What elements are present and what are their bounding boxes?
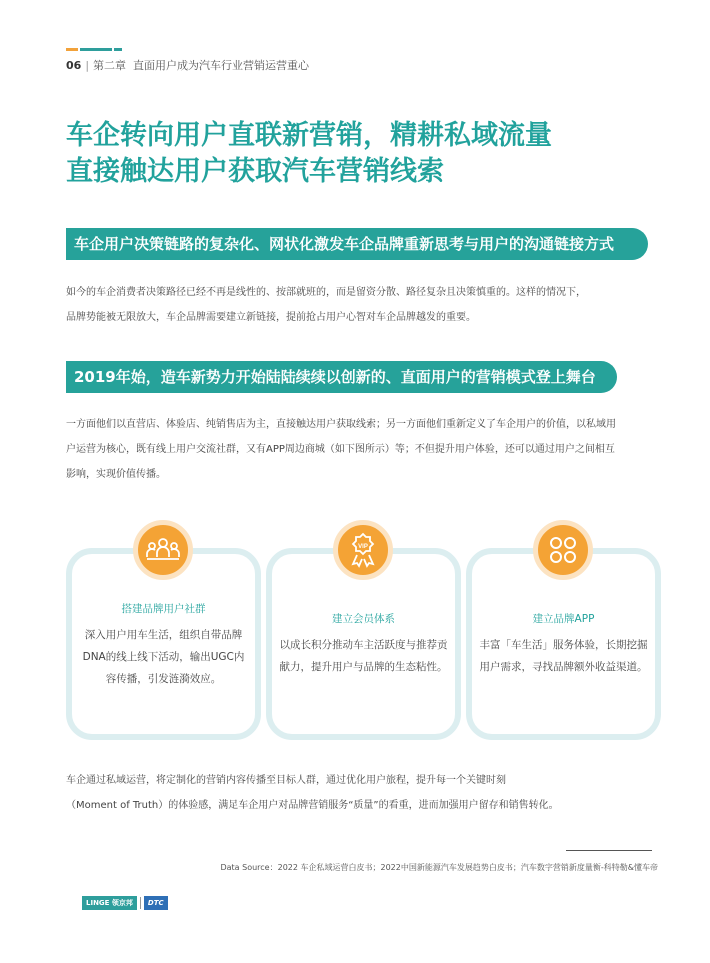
card-text-line: 用户需求，寻找品牌额外收益渠道。 (479, 661, 648, 673)
page-title (66, 118, 552, 190)
page-title-line-1: 车企转向用户直联新营销，精耕私域流量 (66, 120, 552, 151)
card-title: 搭建品牌用户社群 (121, 603, 206, 615)
source-divider (566, 850, 652, 851)
page-title-line-2: 直接触达用户获取汽车营销线索 (66, 156, 444, 187)
section1-heading: 车企用户决策链路的复杂化、网状化激发车企品牌重新思考与用户的沟通链接方式 (66, 228, 648, 260)
paragraph-line: 影响，实现价值传播。 (66, 469, 166, 480)
chapter-label: 第二章 (93, 59, 127, 72)
paragraph-line: 一方面他们以直营店、体验店、纯销售店为主，直接触达用户获取线索；另一方面他们重新定义了车企用户的价值，以私域用 (66, 419, 616, 430)
card-text-line: 容传播，引发涟漪效应。 (105, 673, 222, 685)
card-text-line: 丰富「车生活」服务体验，长期挖掘 (479, 639, 648, 651)
community-people-icon (133, 520, 193, 580)
data-source: Data Source：2022 车企私域运营白皮书；2022中国新能源汽车发展趋势白皮书；汽车数字营销新度量衡-科特勒&懂车帝 (220, 863, 658, 872)
card-text-line: DNA的线上线下活动，输出UGC内 (82, 651, 245, 663)
paragraph-line: 品牌势能被无限放大，车企品牌需要建立新链接，提前抢占用户心智对车企品牌越发的重要。 (66, 312, 476, 323)
top-accent-bar (66, 48, 122, 51)
vip-badge-icon (333, 520, 393, 580)
conclusion-paragraph (66, 768, 650, 818)
card-text-line: 深入用户用车生活，组织自带品牌 (84, 629, 243, 641)
paragraph-line: 如今的车企消费者决策路径已经不再是线性的、按部就班的，而是留资分散、路径复杂且决策慎重的。这样的情况下， (66, 287, 586, 298)
card-text-line: 献力，提升用户与品牌的生态粘性。 (279, 661, 448, 673)
page-number: 06 (66, 59, 82, 72)
vip-badge-text: VIP (358, 544, 368, 550)
paragraph-line: （Moment of Truth）的体验感，满足车企用户对品牌营销服务“质量”的看重，进而加强用户留存和销售转化。 (66, 800, 559, 811)
footer-logos (82, 895, 168, 911)
card-text-line: 以成长积分推动车主活跃度与推荐贡 (279, 639, 448, 651)
app-grid-icon (533, 520, 593, 580)
header-separator: | (85, 59, 90, 72)
running-header (66, 57, 309, 73)
dtc-logo: DTC (144, 896, 168, 910)
card-title: 建立会员体系 (332, 613, 395, 625)
paragraph-line: 车企通过私域运营，将定制化的营销内容传播至目标人群，通过优化用户旅程，提升每一个关键时刻 (66, 775, 506, 786)
section1-paragraph (66, 280, 650, 330)
chapter-title: 直面用户成为汽车行业营销运营重心 (133, 59, 310, 72)
card-title: 建立品牌APP (532, 613, 595, 625)
section2-paragraph (66, 412, 650, 487)
section2-heading: 2019年始，造车新势力开始陆陆续续以创新的、直面用户的营销模式登上舞台 (66, 361, 617, 393)
paragraph-line: 户运营为核心，既有线上用户交流社群，又有APP周边商城（如下图所示）等；不但提升用户体验，还可以通过用户之间相互 (66, 444, 615, 455)
linge-logo: LINGE 领京邦 (82, 896, 137, 910)
logo-divider (140, 897, 141, 909)
